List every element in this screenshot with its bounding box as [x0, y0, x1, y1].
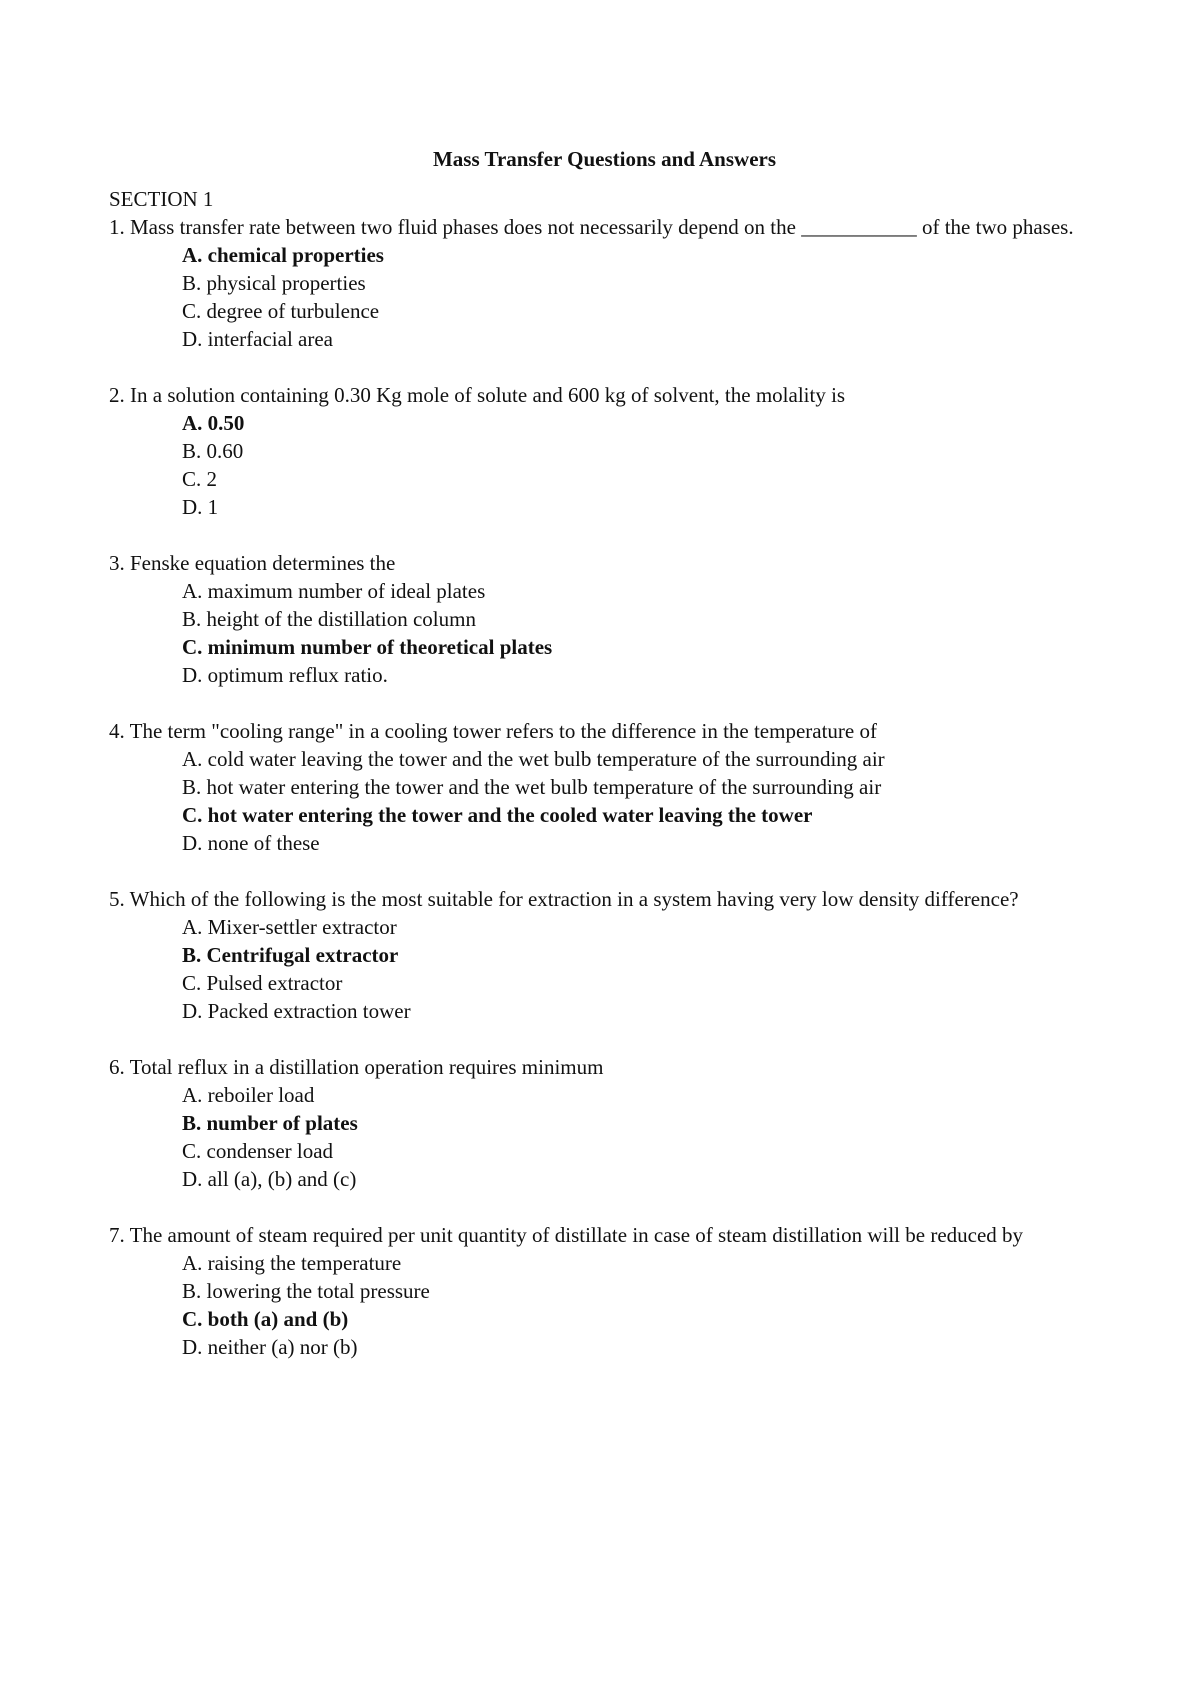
answer-options [109, 913, 1100, 1025]
question-stem: 1. Mass transfer rate between two fluid phases does not necessarily depend on the ___________ of the two phases. [109, 215, 1074, 239]
answer-option: C. 2 [182, 467, 218, 491]
section-heading: SECTION 1 [109, 187, 214, 211]
question-1 [109, 213, 1100, 353]
answer-option: B. physical properties [182, 271, 366, 295]
answer-option-correct: A. 0.50 [182, 411, 245, 435]
answer-option: D. all (a), (b) and (c) [182, 1167, 357, 1191]
answer-option-correct: B. number of plates [182, 1111, 358, 1135]
answer-option: A. raising the temperature [182, 1251, 402, 1275]
question-stem: 5. Which of the following is the most suitable for extraction in a system having very low density difference? [109, 887, 1019, 911]
answer-option: C. Pulsed extractor [182, 971, 343, 995]
answer-option: A. reboiler load [182, 1083, 315, 1107]
question-2 [109, 381, 1100, 521]
answer-options [109, 409, 1100, 521]
answer-option-correct: C. both (a) and (b) [182, 1307, 349, 1331]
question-stem: 6. Total reflux in a distillation operation requires minimum [109, 1055, 604, 1079]
answer-option: B. 0.60 [182, 439, 244, 463]
document-content [109, 145, 1100, 1389]
answer-option: D. 1 [182, 495, 219, 519]
answer-option-correct: A. chemical properties [182, 243, 384, 267]
answer-option: D. optimum reflux ratio. [182, 663, 388, 687]
answer-option: B. hot water entering the tower and the wet bulb temperature of the surrounding air [182, 775, 882, 799]
question-5 [109, 885, 1100, 1025]
answer-options [109, 1081, 1100, 1193]
answer-option: C. condenser load [182, 1139, 334, 1163]
answer-options [109, 241, 1100, 353]
answer-option: B. lowering the total pressure [182, 1279, 430, 1303]
answer-options [109, 1249, 1100, 1361]
answer-option-correct: C. minimum number of theoretical plates [182, 635, 553, 659]
question-stem: 2. In a solution containing 0.30 Kg mole of solute and 600 kg of solvent, the molality is [109, 383, 846, 407]
answer-option-correct: B. Centrifugal extractor [182, 943, 399, 967]
answer-option: D. Packed extraction tower [182, 999, 411, 1023]
question-stem: 7. The amount of steam required per unit quantity of distillate in case of steam distillation will be reduced by [109, 1223, 1024, 1247]
answer-option: A. cold water leaving the tower and the wet bulb temperature of the surrounding air [182, 747, 885, 771]
question-stem: 4. The term "cooling range" in a cooling tower refers to the difference in the temperature of [109, 719, 877, 743]
question-6 [109, 1053, 1100, 1193]
answer-options [109, 577, 1100, 689]
answer-option: C. degree of turbulence [182, 299, 380, 323]
answer-option: A. maximum number of ideal plates [182, 579, 486, 603]
answer-option: D. neither (a) nor (b) [182, 1335, 358, 1359]
answer-option: D. interfacial area [182, 327, 333, 351]
answer-option-correct: C. hot water entering the tower and the cooled water leaving the tower [182, 803, 813, 827]
answer-option: B. height of the distillation column [182, 607, 476, 631]
question-4 [109, 717, 1100, 857]
answer-options [109, 745, 1100, 857]
answer-option: A. Mixer-settler extractor [182, 915, 397, 939]
page-title: Mass Transfer Questions and Answers [432, 147, 777, 171]
question-7 [109, 1221, 1100, 1361]
answer-option: D. none of these [182, 831, 320, 855]
question-3 [109, 549, 1100, 689]
question-list [109, 213, 1100, 1361]
question-stem: 3. Fenske equation determines the [109, 551, 396, 575]
